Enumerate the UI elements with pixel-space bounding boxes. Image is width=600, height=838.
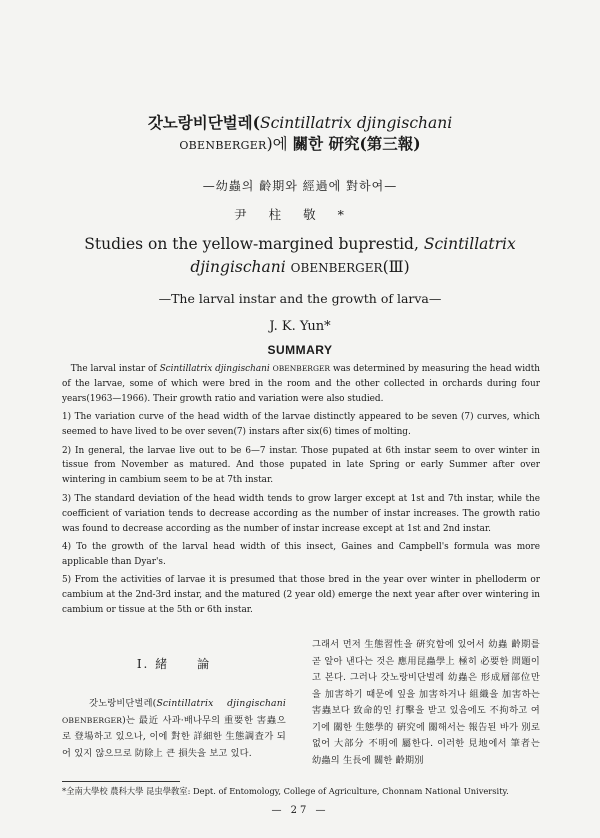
korean-title-line2: OBENBERGER)에 關한 研究(第三報) xyxy=(179,134,421,153)
korean-subtitle: —幼蟲의 齡期와 經過에 對하여— xyxy=(202,179,398,193)
english-author: J. K. Yun* xyxy=(269,319,331,334)
left-column xyxy=(62,655,286,762)
summary-point-3: 3) The standard deviation of the head width tends to grow larger except at 1st and 7th instar, while the coefficient of variation tends to decrease according as the number of instar increases. The growth ratio was found to decrease according as the number of instar increase except at 1st and 2nd instar. xyxy=(62,493,540,534)
footnote-divider xyxy=(62,781,180,782)
english-subtitle: —The larval instar and the growth of larva— xyxy=(158,291,442,306)
summary-heading: SUMMARY xyxy=(267,343,333,357)
summary-intro: The larval instar of Scintillatrix djingischani OBENBERGER was determined by measuring the head width of the larvae, some of which were bred in the room and the other collected in orchards during four years(1963—1966). Their growth ratio and variation were also studied. xyxy=(62,364,540,404)
right-body-text: 그래서 먼저 生態習性을 硏究함에 있어서 幼蟲 齡期를 곧 알아 낸다는 것은 應用昆蟲學上 極히 必要한 問題이고 본다. 그러나 갓노랑비단벌레 幼蟲은 形成層部位만을 加害하기 때문에 잎을 加害하거나 組織을 加害하는 害蟲보다 致命的인 打擊을 받고 있음에도 不拘하고 여기에 關한 生態學的 硏究에 關해서는 報告된 바가 別로 없어 大部分 不明에 屬한다. 이러한 見地에서 筆者는 幼蟲의 生長에 關한 齡期別 xyxy=(312,639,540,766)
right-column xyxy=(312,637,540,769)
summary-point-4: 4) To the growth of the larval head width of this insect, Gaines and Campbell's formula was more applicable than Dyar's. xyxy=(62,541,540,567)
left-body-text: 갓노랑비단벌레(Scintillatrix djingischani OBENBERGER)는 最近 사과·배나무의 重要한 害蟲으로 登場하고 있으나, 이에 對한 詳細한 生態調査가 되어 있지 않으므로 防除上 큰 損失을 보고 있다. xyxy=(62,698,286,759)
summary-point-5: 5) From the activities of larvae it is presumed that those bred in the year over winter in phelloderm or cambium at the 2nd-3rd instar, and the matured (2 year old) emerge the next year after over wintering in cambium or tissue at the 5th or 6th instar. xyxy=(62,575,540,616)
english-title: Studies on the yellow-margined buprestid, Scintillatrix djingischani OBENBERGER(Ⅲ) xyxy=(84,235,516,276)
scientific-name: Scintillatrix djingischani xyxy=(259,114,453,132)
summary-point-2: 2) In general, the larvae live out to be 6—7 instar. Those pupated at 6th instar seem to over winter in tissue from November as matured. And those pupated in late Spring or early Summer after over wintering in cambium seem to be at 7th instar. xyxy=(62,445,540,486)
korean-title-line1: 갓노랑비단벌레(Scintillatrix djingischani xyxy=(147,113,453,132)
section-introduction-heading: Ⅰ. 緒 論 xyxy=(136,657,212,671)
summary-text xyxy=(62,362,540,622)
korean-author: 尹柱敬* xyxy=(234,207,366,222)
page-number: — 27 — xyxy=(271,805,329,816)
summary-point-1: 1) The variation curve of the head width of the larvae distinctly appeared to be seven (7) curves, which seemed to have lived to be over seven(7) instars after six(6) times of molting. xyxy=(62,412,540,438)
footnote: *全南大學校 農科大學 昆虫學敎室: Dept. of Entomology, College of Agriculture, Chonnam National University. xyxy=(62,786,509,796)
